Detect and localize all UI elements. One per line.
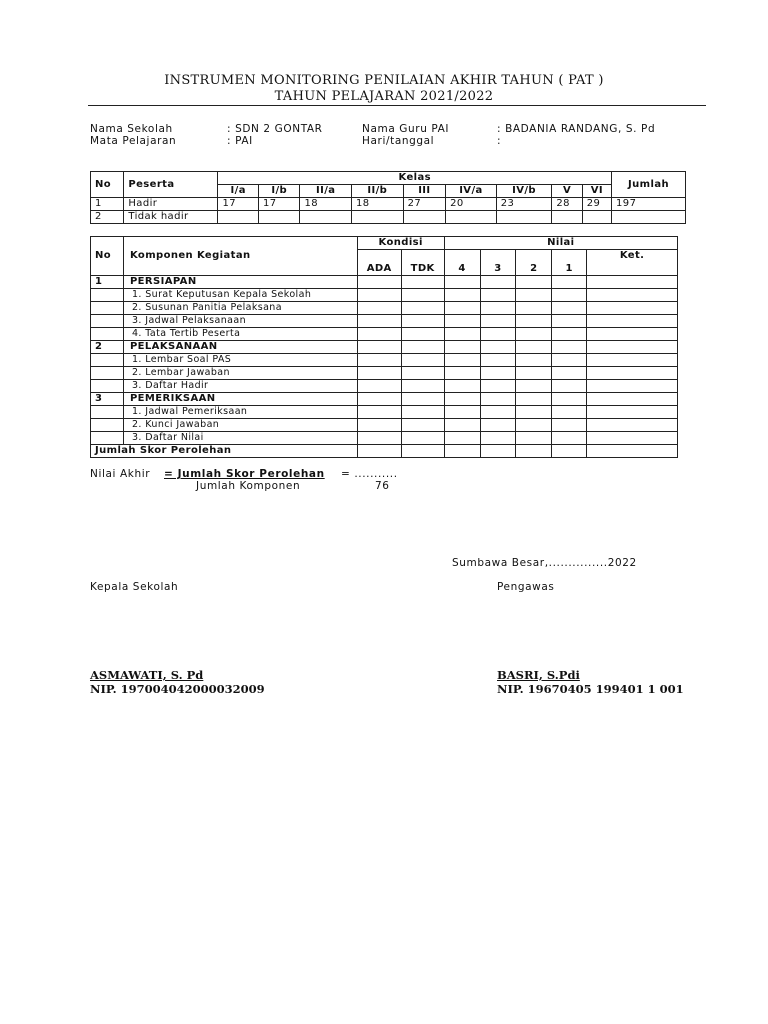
table-row	[91, 211, 686, 224]
table-row	[91, 198, 686, 211]
header-score-1: 1	[552, 250, 587, 276]
class-header: II/b	[352, 185, 404, 198]
section-heading: PERSIAPAN	[123, 276, 357, 289]
score-cell	[516, 328, 552, 341]
document-title: INSTRUMEN MONITORING PENILAIAN AKHIR TAHUN ( PAT )	[164, 73, 604, 88]
row-cell: 23	[496, 198, 552, 211]
score-cell	[480, 276, 516, 289]
attendance-header-jumlah: Jumlah	[612, 172, 686, 198]
score-cell	[444, 289, 480, 302]
formula-denominator-value: 76	[375, 480, 390, 492]
table-row	[91, 367, 678, 380]
row-cell	[300, 211, 352, 224]
score-cell	[587, 289, 678, 302]
score-cell	[401, 276, 444, 289]
score-cell	[357, 432, 401, 445]
row-no: 1	[91, 276, 124, 289]
row-no	[91, 289, 124, 302]
teacher-label: Nama Guru PAI	[362, 123, 450, 135]
score-cell	[516, 393, 552, 406]
score-cell	[357, 328, 401, 341]
class-header: VI	[582, 185, 611, 198]
row-cell: 17	[258, 198, 299, 211]
row-label: Hadir	[124, 198, 218, 211]
score-cell	[516, 367, 552, 380]
formula-denominator: Jumlah Komponen	[196, 480, 301, 492]
score-cell	[401, 393, 444, 406]
class-header: II/a	[300, 185, 352, 198]
school-label: Nama Sekolah	[90, 123, 173, 135]
score-cell	[444, 315, 480, 328]
score-cell	[401, 406, 444, 419]
table-row	[91, 380, 678, 393]
component-item: 3. Daftar Hadir	[123, 380, 357, 393]
score-cell	[552, 432, 587, 445]
score-cell	[444, 328, 480, 341]
score-cell	[587, 276, 678, 289]
score-cell	[480, 302, 516, 315]
score-cell	[552, 445, 587, 458]
score-cell	[516, 432, 552, 445]
score-cell	[516, 276, 552, 289]
right-signatory-name: BASRI, S.Pdi	[497, 668, 580, 682]
right-signatory-nip: NIP. 19670405 199401 1 001	[497, 682, 684, 696]
score-cell	[480, 406, 516, 419]
header-score-2: 2	[516, 250, 552, 276]
components-header-nilai: Nilai	[444, 237, 677, 250]
row-no	[91, 315, 124, 328]
score-cell	[587, 432, 678, 445]
class-header: I/a	[218, 185, 258, 198]
score-cell	[552, 276, 587, 289]
attendance-header-kelas: Kelas	[218, 172, 612, 185]
row-cell	[352, 211, 404, 224]
score-cell	[552, 380, 587, 393]
row-cell: 18	[300, 198, 352, 211]
component-item: 1. Surat Keputusan Kepala Sekolah	[123, 289, 357, 302]
score-cell	[480, 315, 516, 328]
component-item: 3. Daftar Nilai	[123, 432, 357, 445]
score-cell	[357, 380, 401, 393]
formula-equals: = ...........	[341, 468, 398, 480]
row-no	[91, 380, 124, 393]
component-item: 2. Lembar Jawaban	[123, 367, 357, 380]
score-cell	[357, 315, 401, 328]
score-cell	[587, 354, 678, 367]
score-cell	[552, 367, 587, 380]
score-cell	[480, 341, 516, 354]
table-row	[91, 289, 678, 302]
score-cell	[444, 432, 480, 445]
score-cell	[587, 393, 678, 406]
score-cell	[516, 289, 552, 302]
left-signatory-nip: NIP. 197004042000032009	[90, 682, 265, 696]
score-cell	[516, 354, 552, 367]
attendance-header-no: No	[91, 172, 124, 198]
score-cell	[587, 445, 678, 458]
right-signatory-role: Pengawas	[497, 581, 555, 593]
subject-value: : PAI	[227, 135, 253, 147]
score-cell	[444, 302, 480, 315]
school-value: : SDN 2 GONTAR	[227, 123, 323, 135]
class-header: I/b	[258, 185, 299, 198]
left-signatory-role: Kepala Sekolah	[90, 581, 179, 593]
score-cell	[401, 302, 444, 315]
row-cell: 20	[446, 198, 497, 211]
score-cell	[444, 341, 480, 354]
component-item: 1. Jadwal Pemeriksaan	[123, 406, 357, 419]
score-cell	[401, 367, 444, 380]
score-cell	[552, 393, 587, 406]
row-no: 2	[91, 211, 124, 224]
score-cell	[552, 419, 587, 432]
formula-label: Nilai Akhir	[90, 468, 151, 480]
score-cell	[552, 341, 587, 354]
row-no: 3	[91, 393, 124, 406]
score-cell	[444, 367, 480, 380]
score-cell	[444, 393, 480, 406]
score-cell	[357, 445, 401, 458]
row-cell: 28	[552, 198, 582, 211]
row-cell: 18	[352, 198, 404, 211]
row-cell	[403, 211, 446, 224]
component-item: 4. Tata Tertib Peserta	[123, 328, 357, 341]
score-cell	[480, 419, 516, 432]
score-cell	[401, 341, 444, 354]
row-cell: 29	[582, 198, 611, 211]
score-cell	[480, 393, 516, 406]
document-subtitle: TAHUN PELAJARAN 2021/2022	[274, 89, 494, 104]
row-cell	[218, 211, 258, 224]
score-cell	[552, 354, 587, 367]
row-cell	[258, 211, 299, 224]
row-total	[612, 211, 686, 224]
header-tdk: TDK	[401, 250, 444, 276]
table-row	[91, 393, 678, 406]
components-table	[90, 236, 678, 458]
component-item: 3. Jadwal Pelaksanaan	[123, 315, 357, 328]
score-cell	[552, 328, 587, 341]
subject-label: Mata Pelajaran	[90, 135, 177, 147]
row-no: 2	[91, 341, 124, 354]
row-no	[91, 432, 124, 445]
table-row	[91, 302, 678, 315]
score-cell	[587, 328, 678, 341]
score-cell	[516, 406, 552, 419]
table-row	[91, 406, 678, 419]
row-cell	[552, 211, 582, 224]
score-cell	[480, 380, 516, 393]
component-item: 2. Kunci Jawaban	[123, 419, 357, 432]
score-cell	[516, 419, 552, 432]
score-cell	[587, 380, 678, 393]
score-cell	[587, 367, 678, 380]
score-cell	[552, 289, 587, 302]
table-row	[91, 354, 678, 367]
class-header: IV/b	[496, 185, 552, 198]
score-cell	[444, 380, 480, 393]
score-cell	[552, 406, 587, 419]
score-cell	[444, 445, 480, 458]
score-cell	[516, 445, 552, 458]
score-cell	[357, 419, 401, 432]
row-cell	[496, 211, 552, 224]
score-cell	[401, 432, 444, 445]
score-cell	[480, 367, 516, 380]
row-no: 1	[91, 198, 124, 211]
table-row	[91, 315, 678, 328]
score-cell	[357, 367, 401, 380]
header-score-4: 4	[444, 250, 480, 276]
score-cell	[401, 328, 444, 341]
score-cell	[480, 354, 516, 367]
score-cell	[587, 315, 678, 328]
score-cell	[516, 380, 552, 393]
score-cell	[357, 341, 401, 354]
place-date: Sumbawa Besar,...............2022	[452, 557, 637, 569]
row-label: Tidak hadir	[124, 211, 218, 224]
score-cell	[516, 315, 552, 328]
header-ada: ADA	[357, 250, 401, 276]
row-cell	[446, 211, 497, 224]
teacher-value: : BADANIA RANDANG, S. Pd	[497, 123, 656, 135]
score-cell	[357, 354, 401, 367]
score-cell	[587, 341, 678, 354]
components-header-kondisi: Kondisi	[357, 237, 444, 250]
score-cell	[587, 302, 678, 315]
score-cell	[357, 276, 401, 289]
date-value: :	[497, 135, 502, 147]
class-header: V	[552, 185, 582, 198]
score-cell	[357, 289, 401, 302]
score-cell	[357, 393, 401, 406]
components-header-komponen: Komponen Kegiatan	[123, 237, 357, 276]
class-header: III	[403, 185, 446, 198]
date-label: Hari/tanggal	[362, 135, 435, 147]
title-divider	[88, 105, 706, 106]
score-cell	[444, 276, 480, 289]
header-ket: Ket.	[587, 250, 678, 276]
score-cell	[587, 406, 678, 419]
score-cell	[401, 419, 444, 432]
row-no	[91, 367, 124, 380]
total-row	[91, 445, 678, 458]
score-cell	[516, 302, 552, 315]
section-heading: PELAKSANAAN	[123, 341, 357, 354]
row-no	[91, 328, 124, 341]
attendance-header-peserta: Peserta	[124, 172, 218, 198]
score-cell	[401, 445, 444, 458]
score-cell	[516, 341, 552, 354]
score-cell	[552, 302, 587, 315]
score-cell	[444, 406, 480, 419]
total-label: Jumlah Skor Perolehan	[91, 445, 358, 458]
score-cell	[401, 315, 444, 328]
row-cell	[582, 211, 611, 224]
row-no	[91, 302, 124, 315]
score-cell	[480, 328, 516, 341]
score-cell	[357, 406, 401, 419]
score-cell	[480, 289, 516, 302]
row-no	[91, 354, 124, 367]
score-cell	[552, 315, 587, 328]
formula-numerator: = Jumlah Skor Perolehan	[164, 468, 325, 480]
left-signatory-name: ASMAWATI, S. Pd	[90, 668, 204, 682]
score-cell	[480, 432, 516, 445]
components-header-no: No	[91, 237, 124, 276]
component-item: 1. Lembar Soal PAS	[123, 354, 357, 367]
row-cell: 27	[403, 198, 446, 211]
score-cell	[401, 289, 444, 302]
score-cell	[587, 419, 678, 432]
class-header: IV/a	[446, 185, 497, 198]
score-cell	[357, 302, 401, 315]
header-score-3: 3	[480, 250, 516, 276]
attendance-table	[90, 171, 686, 224]
section-heading: PEMERIKSAAN	[123, 393, 357, 406]
score-cell	[401, 380, 444, 393]
row-cell: 17	[218, 198, 258, 211]
table-row	[91, 341, 678, 354]
row-no	[91, 419, 124, 432]
table-row	[91, 276, 678, 289]
table-row	[91, 419, 678, 432]
score-cell	[444, 354, 480, 367]
row-total: 197	[612, 198, 686, 211]
score-cell	[401, 354, 444, 367]
component-item: 2. Susunan Panitia Pelaksana	[123, 302, 357, 315]
table-row	[91, 432, 678, 445]
score-cell	[480, 445, 516, 458]
table-row	[91, 328, 678, 341]
score-cell	[444, 419, 480, 432]
row-no	[91, 406, 124, 419]
